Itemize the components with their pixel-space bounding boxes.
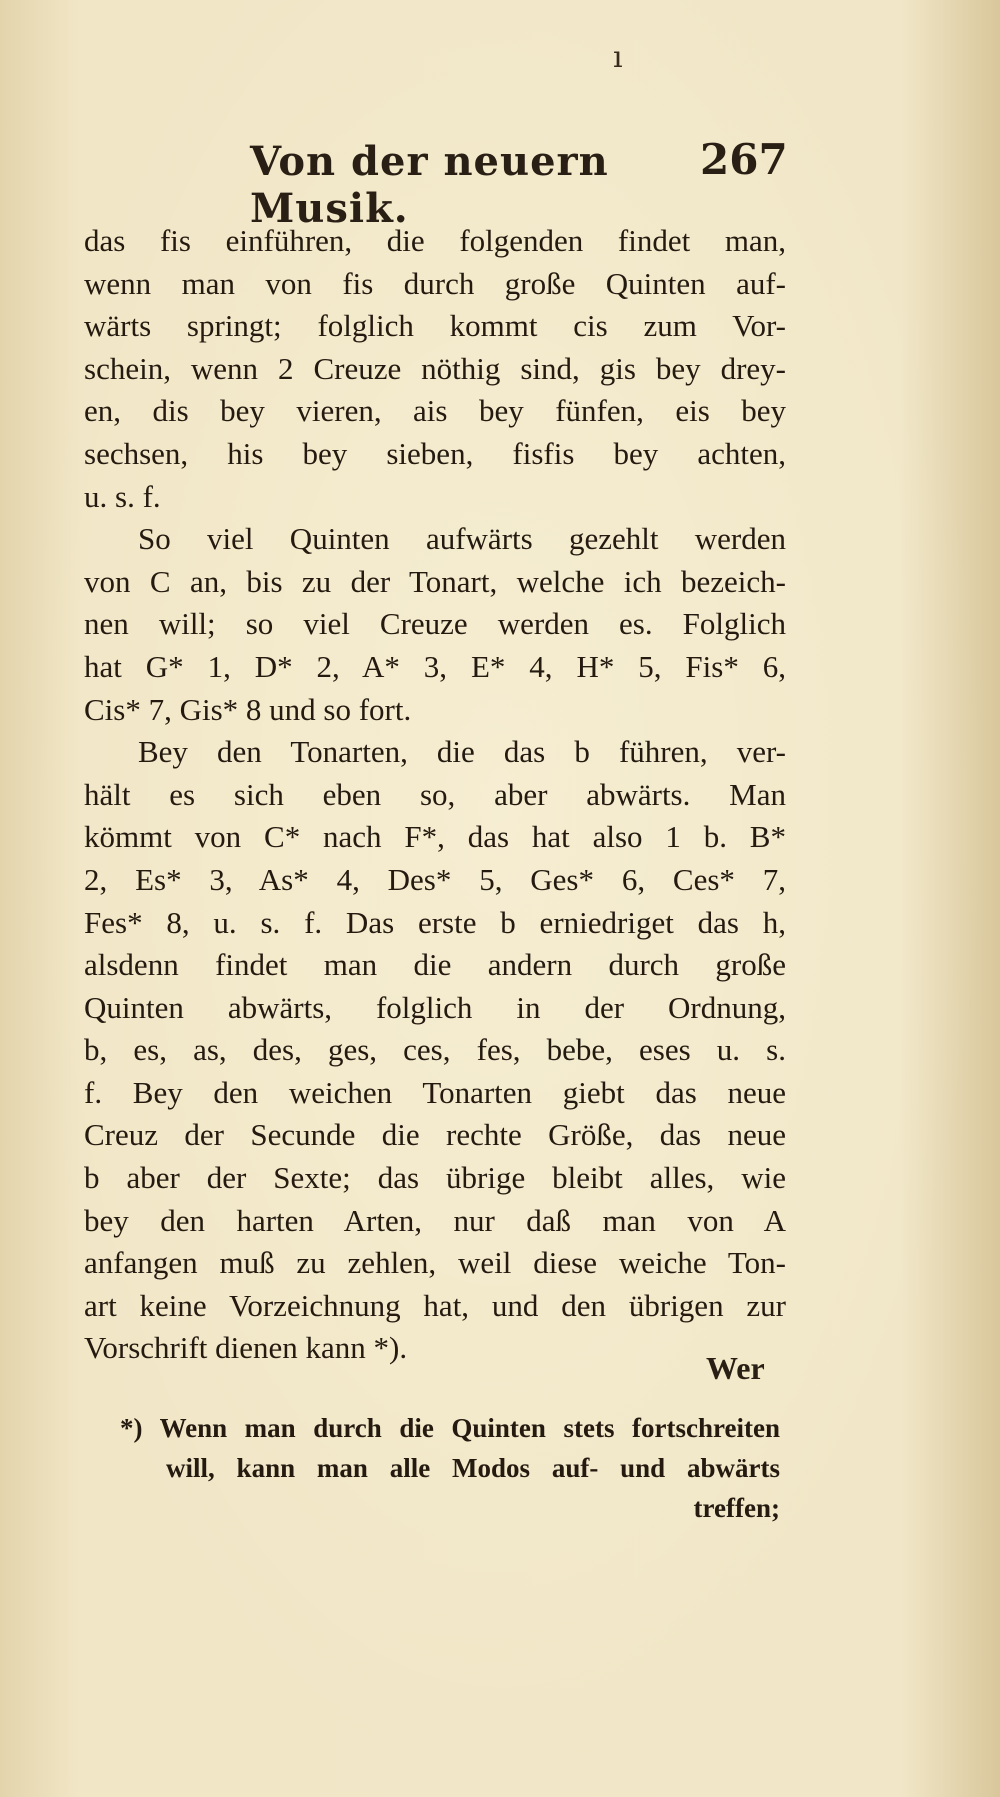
catchword: Wer [706, 1350, 765, 1386]
text-line: sechsen, his bey sieben, fisfis bey achten, [84, 435, 786, 471]
text-line: bey den harten Arten, nur daß man von A [84, 1202, 786, 1238]
text-line: Vorschrift dienen kann *). [84, 1330, 408, 1366]
footnote-line: *) Wenn man durch die Quinten stets fortschreiten [120, 1413, 780, 1443]
paragraph-start-line: Bey den Tonarten, die das b führen, ver- [138, 734, 786, 770]
text-line: u. s. f. [84, 478, 161, 514]
text-line: kömmt von C* nach F*, das hat also 1 b. B* [84, 819, 786, 855]
footnote-line: will, kann man alle Modos auf- und abwärts [166, 1453, 780, 1483]
text-line: Creuz der Secunde die rechte Größe, das neue [84, 1117, 786, 1153]
text-line: nen will; so viel Creuze werden es. Folglich [84, 606, 786, 642]
text-line: das fis einführen, die folgenden findet man, [84, 223, 786, 258]
body-text [84, 220, 786, 1370]
text-line: Fes* 8, u. s. f. Das erste b erniedriget das h, [84, 904, 786, 940]
text-line: b, es, as, des, ges, ces, fes, bebe, eses u. s. [84, 1032, 786, 1068]
text-line: f. Bey den weichen Tonarten giebt das neue [84, 1074, 786, 1110]
paragraph-start-line: So viel Quinten aufwärts gezehlt werden [138, 521, 786, 557]
text-line: hält es sich eben so, aber abwärts. Man [84, 776, 786, 812]
footnote [120, 1408, 780, 1528]
text-line: alsdenn findet man die andern durch große [84, 947, 786, 983]
text-line: wärts springt; folglich kommt cis zum Vor- [84, 308, 786, 344]
text-line: b aber der Sexte; das übrige bleibt alles, wie [84, 1160, 786, 1196]
page-number: 267 [700, 135, 788, 184]
text-line: wenn man von fis durch große Quinten auf- [84, 265, 786, 301]
text-line: Cis* 7, Gis* 8 und so fort. [84, 691, 412, 727]
text-line: 2, Es* 3, As* 4, Des* 5, Ges* 6, Ces* 7, [84, 861, 786, 897]
text-line: hat G* 1, D* 2, A* 3, E* 4, H* 5, Fis* 6, [84, 648, 786, 684]
text-line: von C an, bis zu der Tonart, welche ich bezeich- [84, 563, 786, 599]
text-line: en, dis bey vieren, ais bey fünfen, eis bey [84, 393, 786, 429]
page-mark: ı [613, 40, 623, 75]
footnote-line: treffen; [693, 1493, 780, 1523]
running-head: Von der neuern Musik. [250, 138, 609, 232]
text-line: anfangen muß zu zehlen, weil diese weiche Ton- [84, 1245, 786, 1281]
text-line: schein, wenn 2 Creuze nöthig sind, gis bey drey- [84, 350, 786, 386]
text-line: Quinten abwärts, folglich in der Ordnung, [84, 989, 786, 1025]
text-line: art keine Vorzeichnung hat, und den übrigen zur [84, 1287, 786, 1323]
